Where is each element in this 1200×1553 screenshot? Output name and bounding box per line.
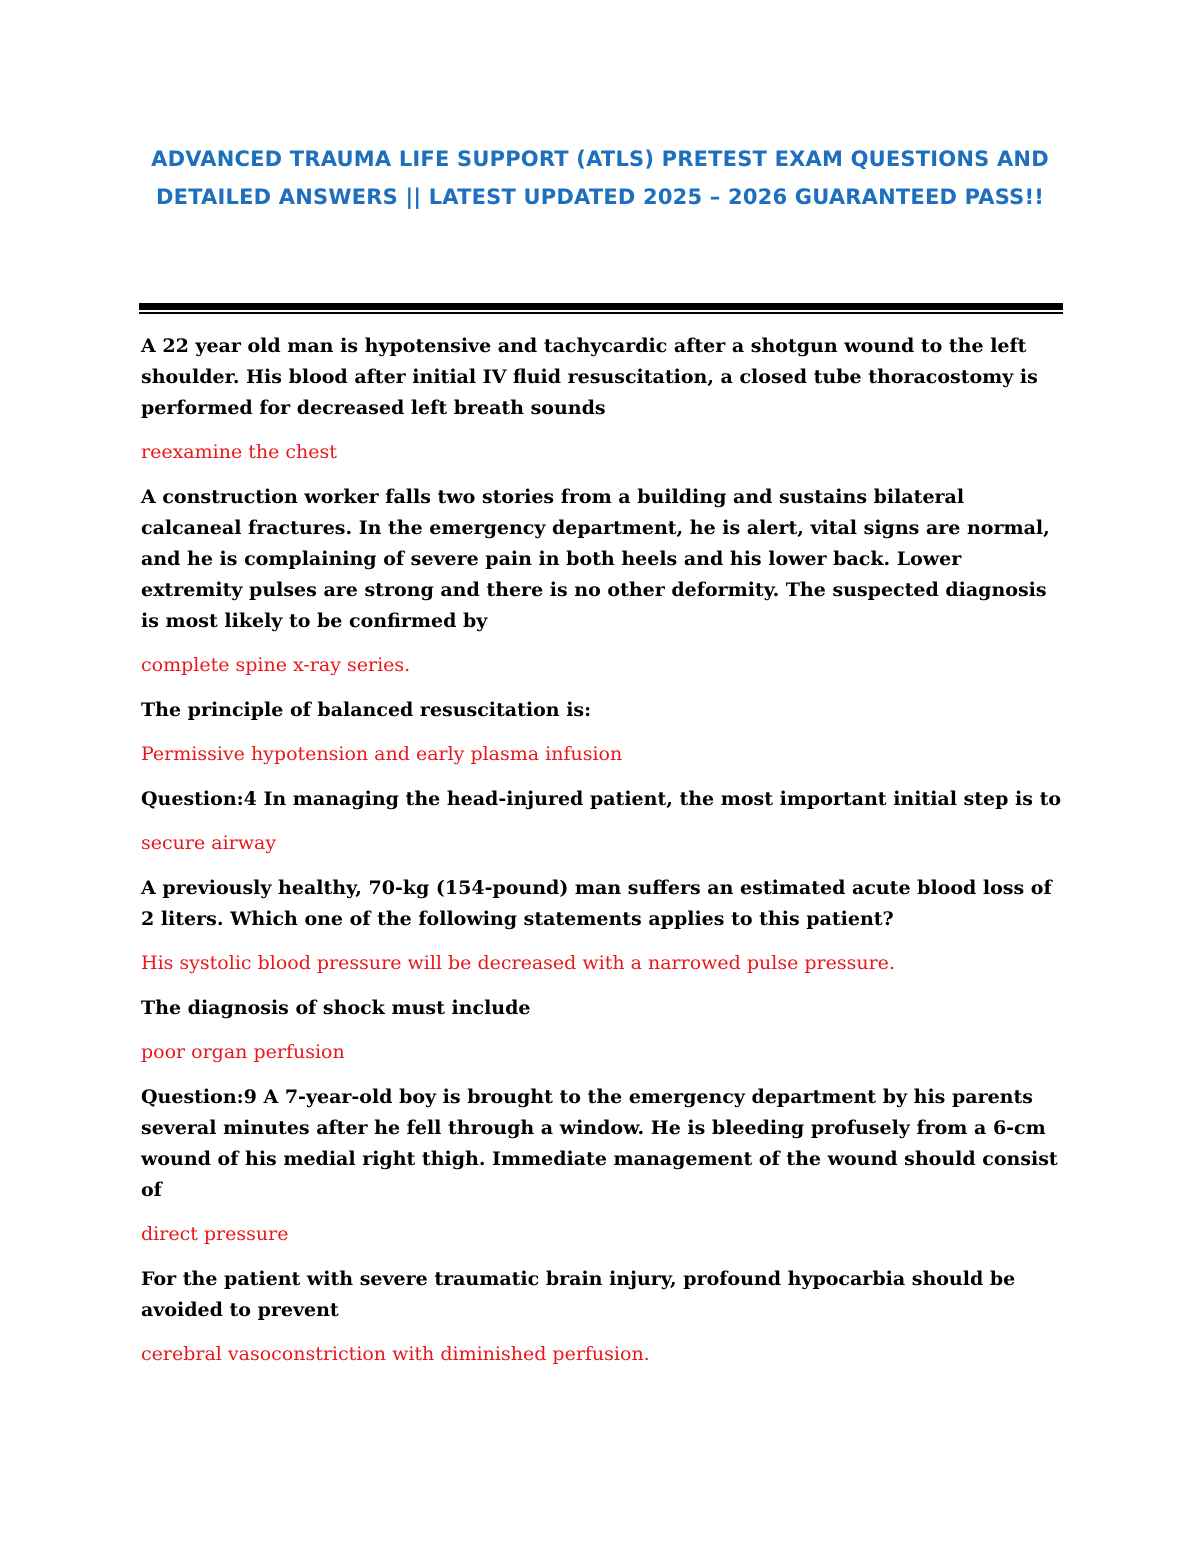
document-title: ADVANCED TRAUMA LIFE SUPPORT (ATLS) PRETEST EXAM QUESTIONS AND DETAILED ANSWERS || LATEST UPDATED 2025 – 2026 GUARANTEED PASS!!: [151, 147, 1049, 209]
divider-thin-line: [139, 312, 1063, 314]
qa-list: [141, 331, 1066, 1384]
answer-text: direct pressure: [141, 1223, 289, 1245]
answer-text: poor organ perfusion: [141, 1041, 345, 1063]
question-text: Question:4 In managing the head-injured patient, the most important initial step is to: [141, 788, 1062, 810]
answer-text: reexamine the chest: [141, 441, 337, 463]
question-text: A construction worker falls two stories from a building and sustains bilateral calcaneal fractures. In the emergency department, he is alert, vital signs are normal, and he is complaining of severe pain in both heels and his lower back. Lower extremity pulses are strong and there is no other deformity. The suspected diagnosis is most likely to be confirmed by: [141, 486, 1050, 632]
answer-text: secure airway: [141, 832, 277, 854]
title-divider: [139, 303, 1063, 314]
answer-text: cerebral vasoconstriction with diminished perfusion.: [141, 1343, 650, 1365]
answer-text: His systolic blood pressure will be decreased with a narrowed pulse pressure.: [141, 952, 895, 974]
answer-text: Permissive hypotension and early plasma infusion: [141, 743, 623, 765]
question-text: A 22 year old man is hypotensive and tachycardic after a shotgun wound to the left shoulder. His blood after initial IV fluid resuscitation, a closed tube thoracostomy is performed for decreased left breath sounds: [141, 335, 1038, 419]
divider-thick-line: [139, 303, 1063, 310]
question-text: The principle of balanced resuscitation is:: [141, 699, 592, 721]
answer-text: complete spine x-ray series.: [141, 654, 411, 676]
question-text: The diagnosis of shock must include: [141, 997, 531, 1019]
question-text: A previously healthy, 70-kg (154-pound) man suffers an estimated acute blood loss of 2 liters. Which one of the following statements applies to this patient?: [141, 877, 1052, 930]
question-text: For the patient with severe traumatic brain injury, profound hypocarbia should be avoided to prevent: [141, 1268, 1016, 1321]
question-text: Question:9 A 7-year-old boy is brought to the emergency department by his parents several minutes after he fell through a window. He is bleeding profusely from a 6-cm wound of his medial right thigh. Immediate management of the wound should consist of: [141, 1086, 1058, 1201]
